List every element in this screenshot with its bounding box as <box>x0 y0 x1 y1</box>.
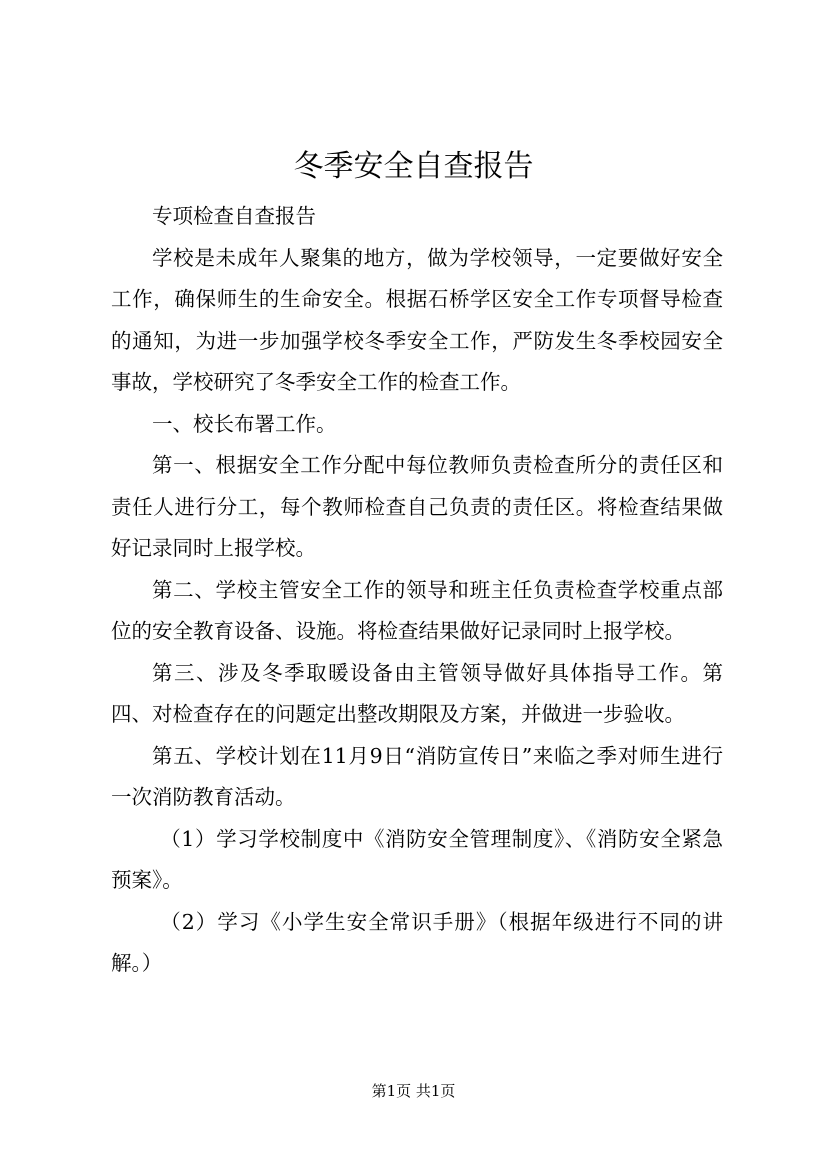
document-body <box>111 196 723 985</box>
paragraph-second: 第二、学校主管安全工作的领导和班主任负责检查学校重点部位的安全教育设备、设施。将检查结果做好记录同时上报学校。 <box>111 577 723 643</box>
paragraph-item-1: （1）学习学校制度中《消防安全管理制度》、《消防安全紧急预案》。 <box>111 826 723 892</box>
paragraph-intro: 学校是未成年人聚集的地方，做为学校领导，一定要做好安全工作，确保师生的生命安全。根据石桥学区安全工作专项督导检查的通知，为进一步加强学校冬季安全工作，严防发生冬季校园安全事故，学校研究了冬季安全工作的检查工作。 <box>111 245 723 394</box>
paragraph-first: 第一、根据安全工作分配中每位教师负责检查所分的责任区和责任人进行分工，每个教师检查自己负责的责任区。将检查结果做好记录同时上报学校。 <box>111 453 723 560</box>
paragraph-item-2: （2）学习《小学生安全常识手册》（根据年级进行不同的讲解。） <box>111 909 723 975</box>
page-footer: 第1页 共1页 <box>371 1082 456 1100</box>
paragraph-fifth: 第五、学校计划在11月9日“消防宣传日”来临之季对师生进行一次消防教育活动。 <box>111 743 723 809</box>
paragraph-subtitle: 专项检查自查报告 <box>152 204 316 228</box>
document-title: 冬季安全自查报告 <box>293 149 534 184</box>
paragraph-section-heading: 一、校长布署工作。 <box>152 411 337 436</box>
paragraph-third-fourth: 第三、涉及冬季取暖设备由主管领导做好具体指导工作。第四、对检查存在的问题定出整改期限及方案，并做进一步验收。 <box>111 660 723 726</box>
